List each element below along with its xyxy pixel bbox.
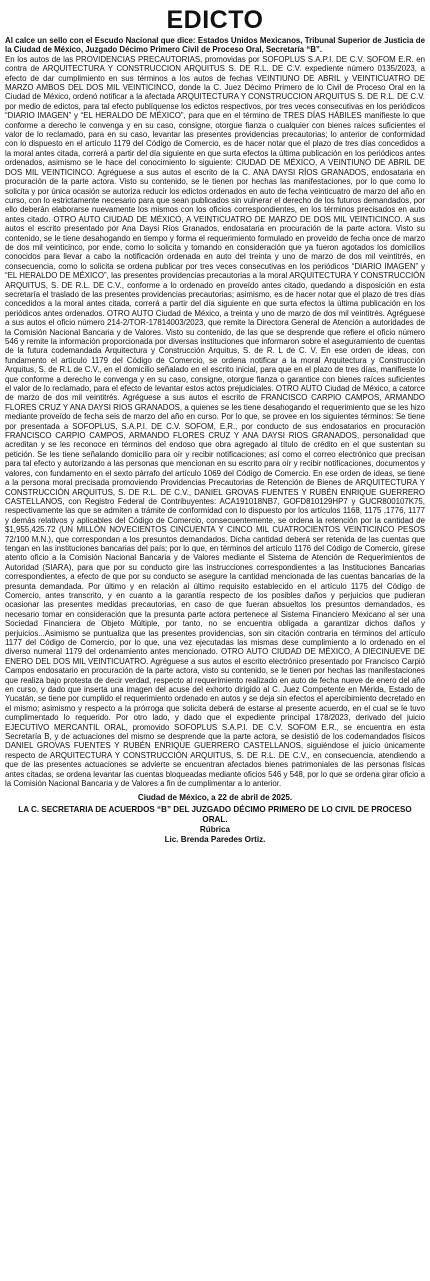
- edicto-body-text: En los autos de las PROVIDENCIAS PRECAUTORIAS, promovidas por SOFOPLUS S.A.P.I. DE C.V. SOFOM E.R. en contra de ARQUITECTURA Y CONSTRUCCION ARQUITUS S. DE R.L. DE C.V. expediente número 0135/2023, a efecto de dar cumplimiento en sus términos a los autos de fechas VEINTIUNO DE ABRIL y VEINTICUATRO DE MARZO AMBOS DEL DOS MIL VEINTICINCO, donde la C. Juez Décimo Primero de lo Civil de Proceso Oral en la Ciudad de México, ordenó notificar a la afectada ARQUITECTURA Y CONSTRUCCION ARQUITUS S. DE R.L. DE C.V. por medio de edictos, para tal efecto publíquense los edictos respectivos, por tres veces consecutivas en los periódicos “DIARIO IMAGEN” y “EL HERALDO DE MÉXICO”, para que en el término de TRES DÍAS HÁBILES manifieste lo que conforme a derecho le convenga y en su caso, consigne, otorgue fianza o cualquier con bienes raíces suficientes el valor de lo reclamado, para en su caso, levantar las presentes providencias precautorias; lo anterior de conformidad con lo dispuesto en el artículo 1179 del Código de Comercio, es de hacer notar que el plazo de tres días concedidos a la moral antes citada, correrá a partir del día siguiente en que surta efectos la última publicación en los periódicos antes ordenados, asimismo se le hace del conocimiento lo siguiente: CIUDAD DE MÉXICO, A VEINTIUNO DE ABRIL DE DOS MIL VEINTICINCO. Agréguese a sus autos el escrito de la C. ANA DAYSI RÍOS GRANADOS, endosataria en procuración de la parte actora. Visto su contenido, se le tienen por hechas las manifestaciones, por lo que como lo solicita y por única ocasión se autoriza reducir los edictos ordenados en auto de fecha veinticuatro de marzo del año en curso, con lo estrictamente necesario para que sean publicados sin vulnerar el derecho de los futuros demandados, por ello deberán elaborarse nuevamente los mismos con los oficios correspondientes, en los términos precisados en auto antes citado. OTRO AUTO CIUDAD DE MÉXICO, A VEINTICUATRO DE MARZO DE DOS MIL VEINTICINCO. A sus autos el escrito presentado por Ana Daysi Ríos Granados, endosataria en procuración de la parte actora. Visto su contenido, se le tiene desahogando en tiempo y forma el requerimiento formulado en proveído de fecha once de marzo de dos mil veinticinco, por ende, como lo solicita y tomando en consideración que ya fueron agotados los domicilios conocidos para llevar a cabo la notificación ordenada en auto del treinta y uno de marzo de dos mil veintitrés, en consecuencia, como lo solicita se ordena publicar por tres veces consecutivas en los periódicos “DIARIO IMAGEN” y “EL HERALDO DE MÉXICO”, las presentes providencias precautorias a la moral ARQUITECTURA Y CONSTRUCCIÓN ARQUITUS, S. DE R.L. DE C.V., conforme a lo ordenado en proveído antes citado, quedando a disposición en esta secretaría el traslado de las presentes providencias precautorias; asimismo, es de hacer notar que el plazo de tres días concedidos a la moral antes citada, correrá a partir del día siguiente en que surta efectos la última publicación en los periódicos antes ordenados. OTRO AUTO Ciudad de México, a treinta y uno de marzo de dos mil veintitrés. Agréguese a sus autos el oficio número 214-2/TOR-17814003/2023, que remite la Directora General de Atención a autoridades de la Comisión Nacional Bancaria y de Valores. Visto su contenido, de las que se desprende que refiere el oficio número 546 y remite la información proporcionada por diversas instituciones que informaron sobre el aseguramiento de cuentas de la futura codemandada Arquitectura y Construcción Arquitus, S. de R. L de C. V. En ese orden de ideas, con fundamento el artículo 1179 del Código de Comercio, se ordena notificar a la moral Arquitectura y Construcción Arquitus, S. de R.L de C.V., en el domicilio señalado en el escrito inicial, para que en el plazo de tres días, manifieste lo que conforme a derecho le convenga y en su caso, consigne, otorgue fianza o garantice con bienes raíces suficientes el valor de lo reclamado, para el efecto de levantar estos actos prejudiciales. OTRO AUTO Ciudad de México, a catorce de marzo de dos mil veintitrés. Agréguese a sus autos el escrito de FRANCISCO CARPIO CAMPOS, ARMANDO FLORES CRUZ Y ANA DAYSI RIOS GRANADOS, a quienes se les tiene desahogando el requerimiento que se les hizo mediante proveído de fecha seis de marzo del año en curso. Por lo que, se provee en los siguientes términos: Se tiene por presentada a SOFOPLUS, S.A.P.I. DE C.V. SOFOM, E.R., por conducto de sus endosatarios en procuración FRANCISCO CARPIO CAMPOS, ARMANDO FLORES CRUZ Y ANA DAYSI RIOS GRANADOS, personalidad que acreditan y se les reconoce en términos del endoso que obra agregado al título de crédito en el que sustentan su petición. Se les tiene señalando domicilio para oír y recibir notificaciones; así como el correo electrónico que precisan para tal efecto y autorizando a las personas que mencionan en su escrito para oír y recibir notificaciones, documentos y valores, con fundamento en el sexto párrafo del artículo 1069 del Código de Comercio. En ese orden de ideas, se tiene a la persona moral precisada promoviendo Providencias Precautorias de Retención de Bienes de ARQUITECTURA Y CONSTRUCCIÓN ARQUITUS, S. DE R.L. DE C.V., DANIEL GROVAS FUENTES Y RUBÉN ENRIQUE GUERRERO CASTELLANOS, con Registro Federal de Contribuyentes: ACA191018NB7, GOFD810129HP7 y GUCR800107K75, respectivamente las que se admiten a trámite de conformidad con lo dispuesto por los artículos 1168, 1175 ,1776, 1177 y demás relativos y aplicables del Código de Comercio, consecuentemente, se ordena la retención por la cantidad de $1,955,425.72 (UN MILLÓN NOVECIENTOS CINCUENTA Y CINCO MIL CUATROCIENTOS VEINTICINCO PESOS 72/100 M.N.), que correspondan a los presuntos demandados. Dicha cantidad deberá ser retenida de las cuentas que tengan en las instituciones bancarias del país; por lo que, en términos del artículo 1176 del Código de Comercio, gírese atento oficio a la Comisión Nacional Bancaria y de Valores mediante el Sistema de Atención de Requerimientos de Autoridad (SIARA), para que por su conducto gire las instrucciones correspondientes a las Instituciones Bancarias correspondientes, a efecto de que por su conducto se asegure la cantidad mencionada de las cuentas bancarias de la presunta demandada. Por último y en relación al último requisito establecido en el artículo 1175 del Código de Comercio, antes transcrito, y en cuanto a la garantía respecto de los posibles daños y perjuicios que pudieran ocasionar las presentes medidas precautorias, en caso de que fueran absueltos los presuntos demandados, es necesario tomar en consideración que la presunta parte actora pertenece al Sistema Financiero Mexicano al ser una Sociedad Financiera de Objeto Múltiple, por tanto, no se encuentra obligada a garantizar dichos daños y perjuicios...Asimismo se puntualiza que las presentes providencias, son sin citación contraria en términos del artículo 1177 del Código de Comercio, por lo que, una vez ejecutadas las mismas dese cumplimiento a lo ordenado en el diverso numeral 1179 del ordenamiento antes mencionado. OTRO AUTO CIUDAD DE MÉXICO, A DIECINUEVE DE ENERO DEL DOS MIL VEINTICUATRO. Agréguese a sus autos el escrito electrónico presentado por Francisco Carpió Campos endosatario en procuración de la parte actora, visto su contenido, se le tienen por hechas las manifestaciones que realiza bajo protesta de decir verdad, respecto al requerimiento realizado en auto de fecha nueve de enero del año en curso, y dado que inserta una imagen del acuse del exhorto dirigido al C. Juez Competente en Mérida, Estado de Yucatán, se tiene por cumplido el requerimiento ordenado en autos y se deja sin efectos el apercibimiento decretado en el mismo; asimismo y respecto a la prórroga que solicita deberá de estarse al presente acuerdo, en el cual se le tuvo cumplimentado lo requerido. Por otro lado, y dado que el expediente principal 178/2023, derivado del juicio EJECUTIVO MERCANTIL ORAL, promovido SOFOPLUS S.A.P.I. DE C.V. SOFOM E.R., se encuentra en esta Secretaría B, y de actuaciones del mismo se desprende que la parte actora, se desistió de los codemandados físicos DANIEL GROVAS FUENTES Y RUBÉN ENRIQUE GUERRERO CASTELLANOS, siguiéndose el juicio únicamente respecto de ARQUITECTURA Y CONSTRUCCIÓN ARQUITUS, S. DE R.L. DE C.V., en consecuencia, atendiendo a que de las presentes actuaciones se advierte se encuentran afectados bienes patrimoniales de las personas físicas antes citadas, se ordena levantar las cuentas bloqueadas mediante oficios 546 y 548, por lo que se ordena girar oficio a la Comisión Nacional Bancaria y de Valores a fin de cumplimentar a lo anterior.: [5, 54, 425, 789]
- rubrica-label: Rúbrica: [199, 824, 231, 834]
- edicto-title: EDICTO: [166, 6, 264, 34]
- date-line: Ciudad de México, a 22 de abril de 2025.: [137, 792, 293, 802]
- signer-name: Lic. Brenda Paredes Ortiz.: [164, 834, 266, 844]
- signer-title: LA C. SECRETARIA DE ACUERDOS “B” DEL JUZGADO DÉCIMO PRIMERO DE LO CIVIL DE PROCESO ORAL.: [18, 804, 412, 824]
- seal-statement: Al calce un sello con el Escudo Nacional que dice: Estados Unidos Mexicanos, Tribunal Superior de Justicia de la Ciudad de México, Juzgado Décimo Primero Civil de Proceso Oral, Secretaría “B”.: [5, 36, 425, 55]
